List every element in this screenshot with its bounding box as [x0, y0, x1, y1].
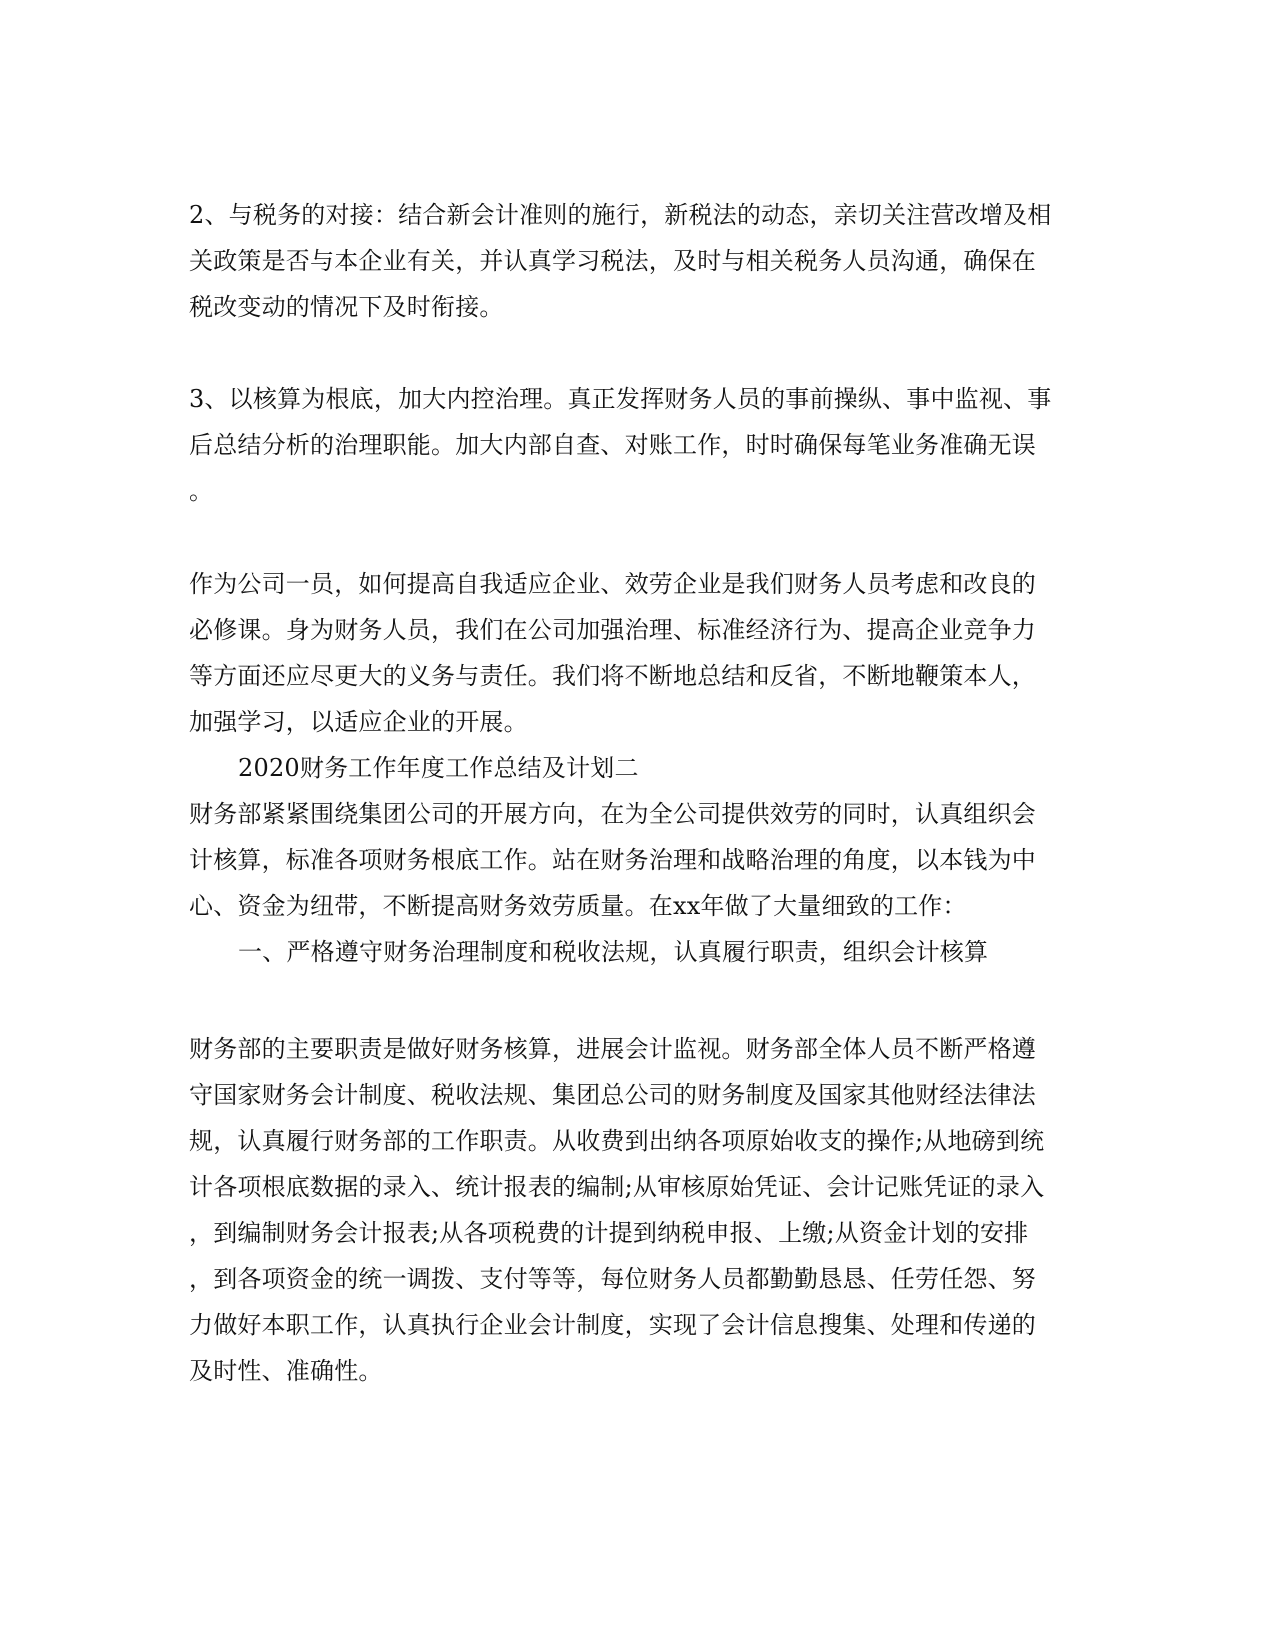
text-line: 计各项根底数据的录入、统计报表的编制;从审核原始凭证、会计记账凭证的录入: [189, 1173, 1045, 1201]
text-line: ，到编制财务会计报表;从各项税费的计提到纳税申报、上缴;从资金计划的安排: [189, 1219, 1029, 1247]
text-line: 关政策是否与本企业有关，并认真学习税法，及时与相关税务人员沟通，确保在: [189, 247, 1036, 275]
subsection-heading: 一、严格遵守财务治理制度和税收法规，认真履行职责，组织会计核算: [238, 938, 989, 966]
text-line: 。: [189, 477, 214, 505]
text-line: 作为公司一员，如何提高自我适应企业、效劳企业是我们财务人员考虑和改良的: [189, 570, 1036, 598]
text-line: 守国家财务会计制度、税收法规、集团总公司的财务制度及国家其他财经法律法: [189, 1081, 1036, 1109]
text-line: 2、与税务的对接：结合新会计准则的施行，新税法的动态，亲切关注营改增及相: [189, 201, 1052, 229]
text-line: 财务部的主要职责是做好财务核算，进展会计监视。财务部全体人员不断严格遵: [189, 1035, 1036, 1063]
text-line: ，到各项资金的统一调拨、支付等等，每位财务人员都勤勤恳恳、任劳任怨、努: [189, 1265, 1036, 1293]
text-line: 力做好本职工作，认真执行企业会计制度，实现了会计信息搜集、处理和传递的: [189, 1311, 1036, 1339]
text-line: 财务部紧紧围绕集团公司的开展方向，在为全公司提供效劳的同时，认真组织会: [189, 800, 1036, 828]
text-line: 心、资金为纽带，不断提高财务效劳质量。在xx年做了大量细致的工作：: [189, 892, 967, 920]
text-line: 后总结分析的治理职能。加大内部自查、对账工作，时时确保每笔业务准确无误: [189, 431, 1036, 459]
text-line: 加强学习，以适应企业的开展。: [189, 708, 528, 736]
text-line: 及时性、准确性。: [189, 1357, 383, 1385]
text-line: 必修课。身为财务人员，我们在公司加强治理、标准经济行为、提高企业竞争力: [189, 616, 1036, 644]
text-line: 税改变动的情况下及时衔接。: [189, 293, 504, 321]
text-line: 计核算，标准各项财务根底工作。站在财务治理和战略治理的角度，以本钱为中: [189, 846, 1036, 874]
text-line: 3、以核算为根底，加大内控治理。真正发挥财务人员的事前操纵、事中监视、事: [189, 385, 1052, 413]
text-line: 等方面还应尽更大的义务与责任。我们将不断地总结和反省，不断地鞭策本人，: [189, 662, 1036, 690]
section-heading: 2020财务工作年度工作总结及计划二: [238, 754, 639, 782]
text-line: 规，认真履行财务部的工作职责。从收费到出纳各项原始收支的操作;从地磅到统: [189, 1127, 1045, 1155]
